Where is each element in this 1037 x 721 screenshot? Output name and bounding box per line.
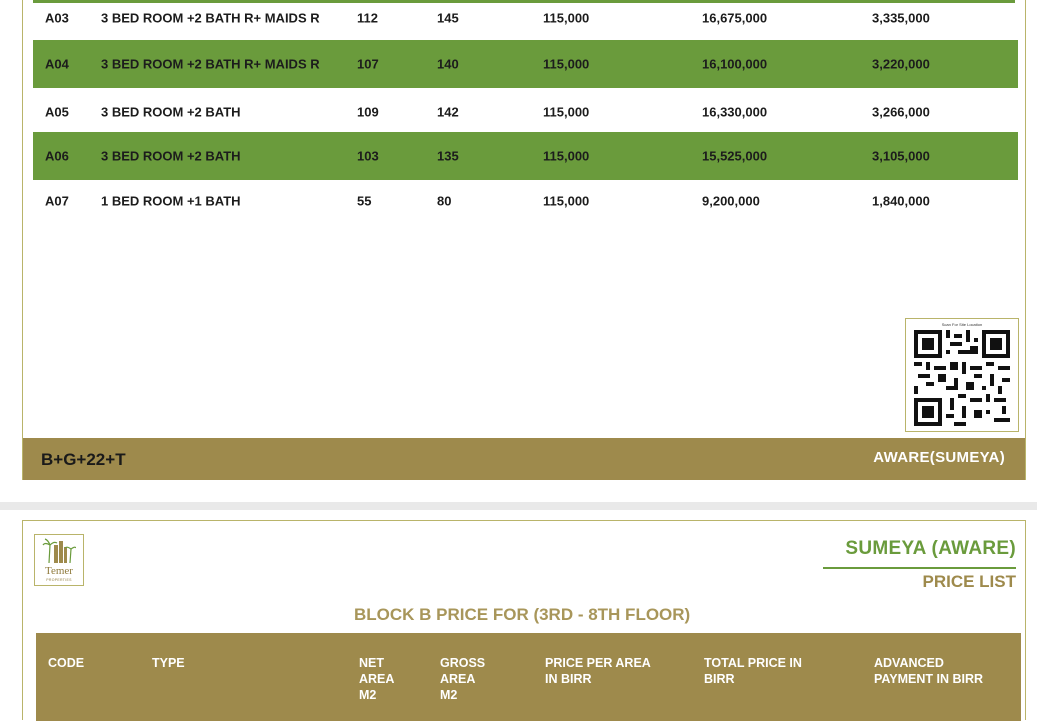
- title-underline: [823, 567, 1016, 569]
- block-subtitle: BLOCK B PRICE FOR (3RD - 8TH FLOOR): [354, 605, 691, 624]
- qr-code-icon: [914, 330, 1010, 426]
- site-name: AWARE(SUMEYA): [873, 449, 1005, 466]
- project-title: SUMEYA (AWARE): [845, 538, 1016, 559]
- price-list-page-top: [22, 0, 1026, 480]
- cell-type: 1 BED ROOM +1 BATH: [101, 193, 241, 209]
- cell-price-per-area: 115,000: [543, 148, 590, 164]
- cell-net-area: 103: [357, 148, 379, 164]
- cell-gross-area: 80: [437, 193, 452, 209]
- header-net-area: NET AREA M2: [359, 656, 395, 702]
- cell-code: A05: [45, 104, 69, 120]
- cell-type: 3 BED ROOM +2 BATH: [101, 148, 241, 164]
- logo-subtitle: PROPERTIES: [46, 578, 72, 582]
- table-row: [33, 132, 1018, 180]
- cell-gross-area: 135: [437, 148, 459, 164]
- cell-code: A04: [45, 56, 69, 72]
- price-list-page-bottom: [22, 520, 1026, 720]
- cell-code: A06: [45, 148, 69, 164]
- cell-total-price: 9,200,000: [702, 193, 760, 209]
- cell-advance-payment: 3,105,000: [872, 148, 930, 164]
- cell-type: 3 BED ROOM +2 BATH R+ MAIDS R: [101, 10, 320, 26]
- table-header: [36, 633, 1021, 721]
- cell-type: 3 BED ROOM +2 BATH: [101, 104, 241, 120]
- header-total-price: TOTAL PRICE IN BIRR: [704, 656, 802, 686]
- cell-price-per-area: 115,000: [543, 10, 590, 26]
- cell-price-per-area: 115,000: [543, 56, 590, 72]
- header-price-per-area: PRICE PER AREA IN BIRR: [545, 656, 651, 686]
- cell-total-price: 15,525,000: [702, 148, 768, 164]
- cell-total-price: 16,100,000: [702, 56, 768, 72]
- cell-net-area: 107: [357, 56, 379, 72]
- company-logo: [34, 534, 84, 586]
- header-type: TYPE: [152, 656, 185, 670]
- header-advance-payment: ADVANCED PAYMENT IN BIRR: [874, 656, 984, 686]
- cell-advance-payment: 3,220,000: [872, 56, 930, 72]
- cell-type: 3 BED ROOM +2 BATH R+ MAIDS R: [101, 56, 320, 72]
- cell-gross-area: 140: [437, 56, 459, 72]
- table-row: [33, 40, 1018, 88]
- page-divider: [0, 502, 1037, 510]
- cell-total-price: 16,330,000: [702, 104, 768, 120]
- cell-net-area: 55: [357, 193, 372, 209]
- table-row: [33, 88, 1018, 136]
- table-row: [33, 0, 1018, 42]
- footer-bar: [23, 438, 1025, 480]
- table-row: [33, 177, 1018, 225]
- cell-total-price: 16,675,000: [702, 10, 768, 26]
- cell-code: A07: [45, 193, 69, 209]
- building-spec: B+G+22+T: [41, 450, 126, 469]
- qr-caption: Scan For Site Location: [941, 322, 983, 327]
- cell-advance-payment: 1,840,000: [872, 193, 930, 209]
- cell-gross-area: 145: [437, 10, 459, 26]
- cell-price-per-area: 115,000: [543, 193, 590, 209]
- cell-advance-payment: 3,266,000: [872, 104, 930, 120]
- cell-advance-payment: 3,335,000: [872, 10, 930, 26]
- logo-name: Temer: [45, 565, 73, 577]
- cell-gross-area: 142: [437, 104, 459, 120]
- cell-net-area: 109: [357, 104, 379, 120]
- palm-building-icon: [42, 537, 76, 565]
- cell-code: A03: [45, 10, 69, 26]
- cell-price-per-area: 115,000: [543, 104, 590, 120]
- cell-net-area: 112: [357, 10, 378, 26]
- header-code: CODE: [48, 656, 85, 670]
- price-list-heading: PRICE LIST: [922, 572, 1016, 591]
- header-gross-area: GROSS AREA M2: [440, 656, 486, 702]
- qr-code-box: [905, 318, 1019, 432]
